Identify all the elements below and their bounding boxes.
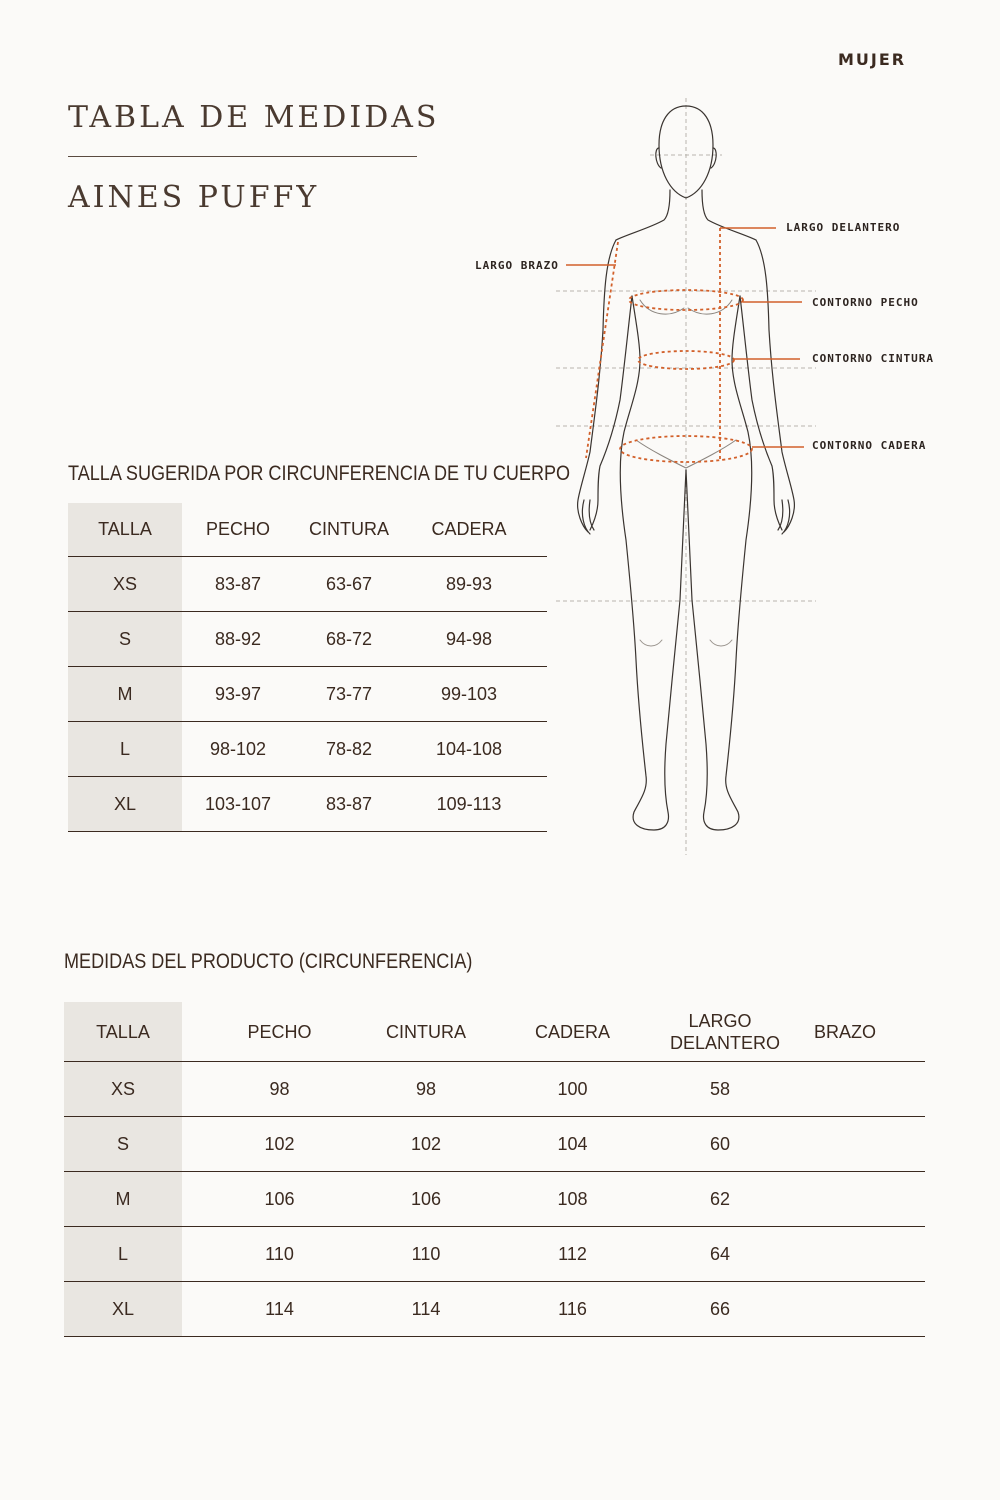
table-cell: 108 [475,1172,670,1227]
table-row [68,557,547,612]
column-header: CINTURA [386,1021,466,1042]
table-cell [534,557,547,612]
table-cell: 116 [475,1282,670,1337]
table-cell: 60 [670,1117,770,1172]
table-cell [534,722,547,777]
table-cell: 106 [377,1172,475,1227]
table-cell: 98 [182,1062,377,1117]
table-cell: 94-98 [404,612,534,667]
table-cell: 63-67 [294,557,404,612]
label-front-length: LARGO DELANTERO [786,221,901,234]
table-header-row [68,503,547,557]
table-cell: 73-77 [294,667,404,722]
table-row [64,1227,925,1282]
table-row [68,777,547,832]
product-size-table [64,1002,925,1337]
table-cell [534,612,547,667]
column-spacer [920,1002,925,1062]
table-cell [920,1172,925,1227]
label-hip: CONTORNO CADERA [812,439,927,452]
column-header [670,1002,781,1062]
size-cell: S [68,612,182,667]
table-cell: 106 [182,1172,377,1227]
table-cell: 98 [377,1062,475,1117]
table-cell: 98-102 [182,722,294,777]
size-cell: XL [68,777,182,832]
size-cell: L [68,722,182,777]
page-title: TABLA DE MEDIDAS [68,100,440,135]
column-header: CADERA [534,1021,610,1042]
table-cell: 62 [670,1172,770,1227]
product-name: AINES PUFFY [68,180,320,215]
size-cell: M [64,1172,182,1227]
column-header: PECHO [247,1021,312,1042]
table-cell: 64 [670,1227,770,1282]
table-cell [770,1172,920,1227]
size-cell: XS [68,557,182,612]
table-header-row [64,1002,925,1062]
table-cell: 112 [475,1227,670,1282]
table-row [64,1062,925,1117]
table-row [64,1282,925,1337]
table-cell: 83-87 [294,777,404,832]
size-cell: XS [64,1062,182,1117]
column-header-label: LARGO DELANTERO [670,1010,781,1053]
column-header: BRAZO [813,1021,876,1042]
table-row [64,1117,925,1172]
body-size-table [68,503,547,832]
table-cell: 100 [475,1062,670,1117]
table-cell: 114 [377,1282,475,1337]
table-cell: 103-107 [182,777,294,832]
table-cell [534,667,547,722]
table-cell: 78-82 [294,722,404,777]
table-cell [920,1062,925,1117]
table-cell: 99-103 [404,667,534,722]
column-spacer [534,503,547,557]
table-cell: 83-87 [182,557,294,612]
table-cell [770,1282,920,1337]
size-cell: S [64,1117,182,1172]
size-cell: XL [64,1282,182,1337]
table-row [68,612,547,667]
table-cell: 66 [670,1282,770,1337]
label-chest: CONTORNO PECHO [812,296,919,309]
label-waist: CONTORNO CINTURA [812,352,934,365]
table-cell: 110 [377,1227,475,1282]
table-cell: 110 [182,1227,377,1282]
table-cell: 89-93 [404,557,534,612]
table-cell: 104 [475,1117,670,1172]
table-cell: 104-108 [404,722,534,777]
table-cell: 102 [377,1117,475,1172]
table-cell [920,1227,925,1282]
table-cell: 93-97 [182,667,294,722]
table-cell [770,1227,920,1282]
column-header: PECHO [205,519,270,539]
table-cell: 68-72 [294,612,404,667]
column-header: CADERA [431,519,507,539]
product-table-heading: MEDIDAS DEL PRODUCTO (CIRCUNFERENCIA) [64,950,473,973]
table-cell: 114 [182,1282,377,1337]
size-cell: L [64,1227,182,1282]
table-cell [770,1062,920,1117]
table-cell [920,1282,925,1337]
size-cell: M [68,667,182,722]
table-cell [534,777,547,832]
table-cell [920,1117,925,1172]
table-row [64,1172,925,1227]
gender-label: MUJER [838,50,907,69]
table-cell [770,1117,920,1172]
column-header: CINTURA [309,519,389,539]
body-table-heading: TALLA SUGERIDA POR CIRCUNFERENCIA DE TU CUERPO [68,462,571,485]
table-cell: 58 [670,1062,770,1117]
table-cell: 88-92 [182,612,294,667]
column-header: TALLA [68,503,182,557]
table-row [68,722,547,777]
table-cell: 109-113 [404,777,534,832]
column-header: TALLA [64,1002,182,1062]
label-arm-length: LARGO BRAZO [475,259,559,272]
table-cell: 102 [182,1117,377,1172]
table-row [68,667,547,722]
